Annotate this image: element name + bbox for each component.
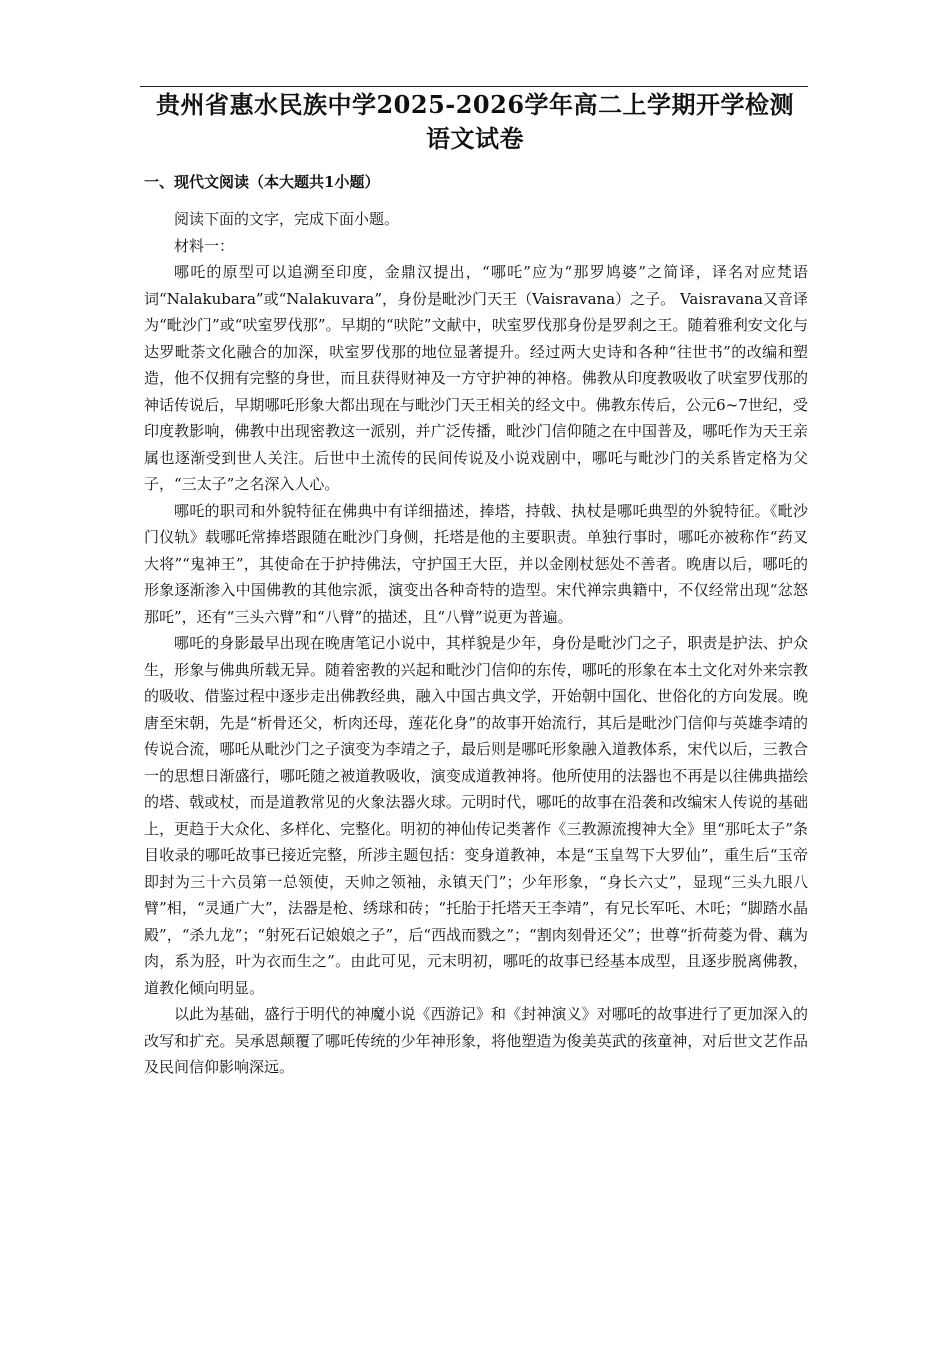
section-heading: 一、现代文阅读（本大题共1小题） bbox=[144, 173, 380, 191]
passage-paragraph-4: 以此为基础，盛行于明代的神魔小说《西游记》和《封神演义》对哪吒的故事进行了更加深入的改写和扩充。吴承恩颠覆了哪吒传统的少年神形象，将他塑造为俊美英武的孩童神，对后世文艺作品及民间信仰影响深远。 bbox=[144, 1005, 808, 1076]
document-title-line-1: 贵州省惠水民族中学2025-2026学年高二上学期开学检测 bbox=[155, 90, 795, 119]
header-rule bbox=[140, 86, 808, 87]
passage-instruction: 阅读下面的文字，完成下面小题。 bbox=[174, 210, 400, 228]
passage-paragraph-3: 哪吒的身影最早出现在晚唐笔记小说中，其样貌是少年，身份是毗沙门之子，职责是护法、护众生，形象与佛典所载无异。随着密教的兴起和毗沙门信仰的东传，哪吒的形象在本土文化对外来宗教的吸收、借鉴过程中逐步走出佛教经典，融入中国古典文学，开始朝中国化、世俗化的方向发展。晚唐至宋朝，先是“析骨还父，析肉还母，莲花化身”的故事开始流行，其后是毗沙门信仰与英雄李靖的传说合流，哪吒从毗沙门之子演变为李靖之子，最后则是哪吒形象融入道教体系，宋代以后，三教合一的思想日渐盛行，哪吒随之被道教吸收，演变成道教神将。他所使用的法器也不再是以往佛典描绘的塔、戟或杖，而是道教常见的火象法器火球。元明时代，哪吒的故事在沿袭和改编宋人传说的基础上，更趋于大众化、多样化、完整化。明初的神仙传记类著作《三教源流搜神大全》里“那吒太子”条目收录的哪吒故事已接近完整，所涉主题包括：变身道教神，本是“玉皇驾下大罗仙”，重生后“玉帝即封为三十六员第一总领使，天帅之领袖，永镇天门”；少年形象，“身长六丈”，显现“三头九眼八臂”相，“灵通广大”，法器是枪、绣球和砖；“托胎于托塔天王李靖”，有兄长军吒、木吒；“脚踏水晶殿”，“杀九龙”；“射死石记娘娘之子”，后“西战而戮之”；“割肉刻骨还父”；世尊“折荷菱为骨、藕为肉，系为胫，叶为衣而生之”。由此可见，元末明初，哪吒的故事已经基本成型，且逐步脱离佛教，道教化倾向明显。 bbox=[144, 634, 808, 997]
passage-paragraph-2: 哪吒的职司和外貌特征在佛典中有详细描述，捧塔，持戟、执杖是哪吒典型的外貌特征。《毗沙门仪轨》载哪吒常捧塔跟随在毗沙门身侧，托塔是他的主要职责。单独行事时，哪吒亦被称作“药叉大将”“鬼神王”，其使命在于护持佛法，守护国王大臣，并以金刚杖惩处不善者。晚唐以后，哪吒的形象逐渐渗入中国佛教的其他宗派，演变出各种奇特的造型。宋代禅宗典籍中，不仅经常出现“忿怒那吒”，还有“三头六臂”和“八臂”的描述，且“八臂”说更为普遍。 bbox=[144, 501, 808, 626]
document-title-line-2: 语文试卷 bbox=[426, 124, 524, 153]
passage-paragraph-1: 哪吒的原型可以追溯至印度，金鼎汉提出，“哪吒”应为“那罗鸠婆”之简译，译名对应梵语词“Nalakubara”或“Nalakuvara”，身份是毗沙门天王（Vaisravana）之子。 Vaisravana又音译为“毗沙门”或“吠室罗伐那”。早期的“吠陀”文献中，吠室罗伐那身份是罗刹之王。随着雅利安文化与达罗毗荼文化融合的加深，吠室罗伐那的地位显著提升。经过两大史诗和各种“往世书”的改编和塑造，他不仅拥有完整的身世，而且获得财神及一方守护神的神格。佛教从印度教吸收了吠室罗伐那的神话传说后，早期哪吒形象大都出现在与毗沙门天王相关的经文中。佛教东传后，公元6~7世纪，受印度教影响，佛教中出现密教这一派别，并广泛传播，毗沙门信仰随之在中国普及，哪吒作为天王亲属也逐渐受到世人关注。后世中土流传的民间传说及小说戏剧中，哪吒与毗沙门的关系皆定格为父子，“三太子”之名深入人心。 bbox=[144, 263, 808, 493]
reading-passage bbox=[144, 206, 808, 1081]
material-label: 材料一： bbox=[174, 236, 235, 255]
